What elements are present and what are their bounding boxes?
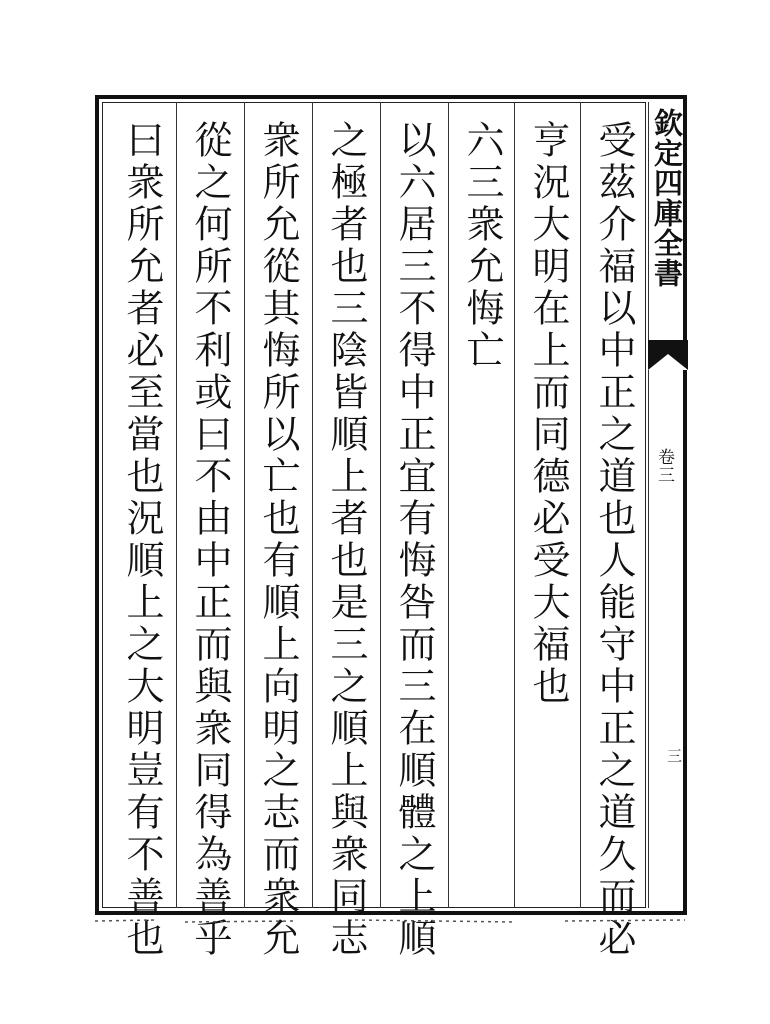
fishtail-mark-icon bbox=[648, 340, 688, 370]
column-rule bbox=[380, 102, 381, 908]
book-title: 欽定四庫全書 bbox=[650, 108, 684, 288]
text-column-1: 受茲介福以中正之道也人能守中正之道久而必 bbox=[592, 120, 636, 960]
bottom-edge-smudge bbox=[95, 915, 687, 929]
text-column-3-heading: 六三衆允悔亡 bbox=[460, 120, 504, 372]
volume-label: 卷三 bbox=[654, 448, 674, 484]
text-column-4: 以六居三不得中正宜有悔咎而三在順體之上順 bbox=[392, 120, 436, 960]
column-rule bbox=[244, 102, 245, 908]
column-rule bbox=[514, 102, 515, 908]
text-column-7: 從之何所不利或曰不由中正而與衆同得為善乎 bbox=[188, 120, 232, 960]
column-rule bbox=[176, 102, 177, 908]
column-rule bbox=[448, 102, 449, 908]
text-column-5: 之極者也三陰皆順上者也是三之順上與衆同志 bbox=[324, 120, 368, 960]
folio-number: 三 bbox=[665, 748, 683, 763]
column-rule bbox=[312, 102, 313, 908]
text-column-8: 曰衆所允者必至當也況順上之大明豈有不善也 bbox=[120, 120, 164, 960]
text-column-2: 亨況大明在上而同德必受大福也 bbox=[526, 120, 570, 708]
column-rule bbox=[580, 102, 581, 908]
text-column-6: 衆所允從其悔所以亡也有順上向明之志而衆允 bbox=[256, 120, 300, 960]
